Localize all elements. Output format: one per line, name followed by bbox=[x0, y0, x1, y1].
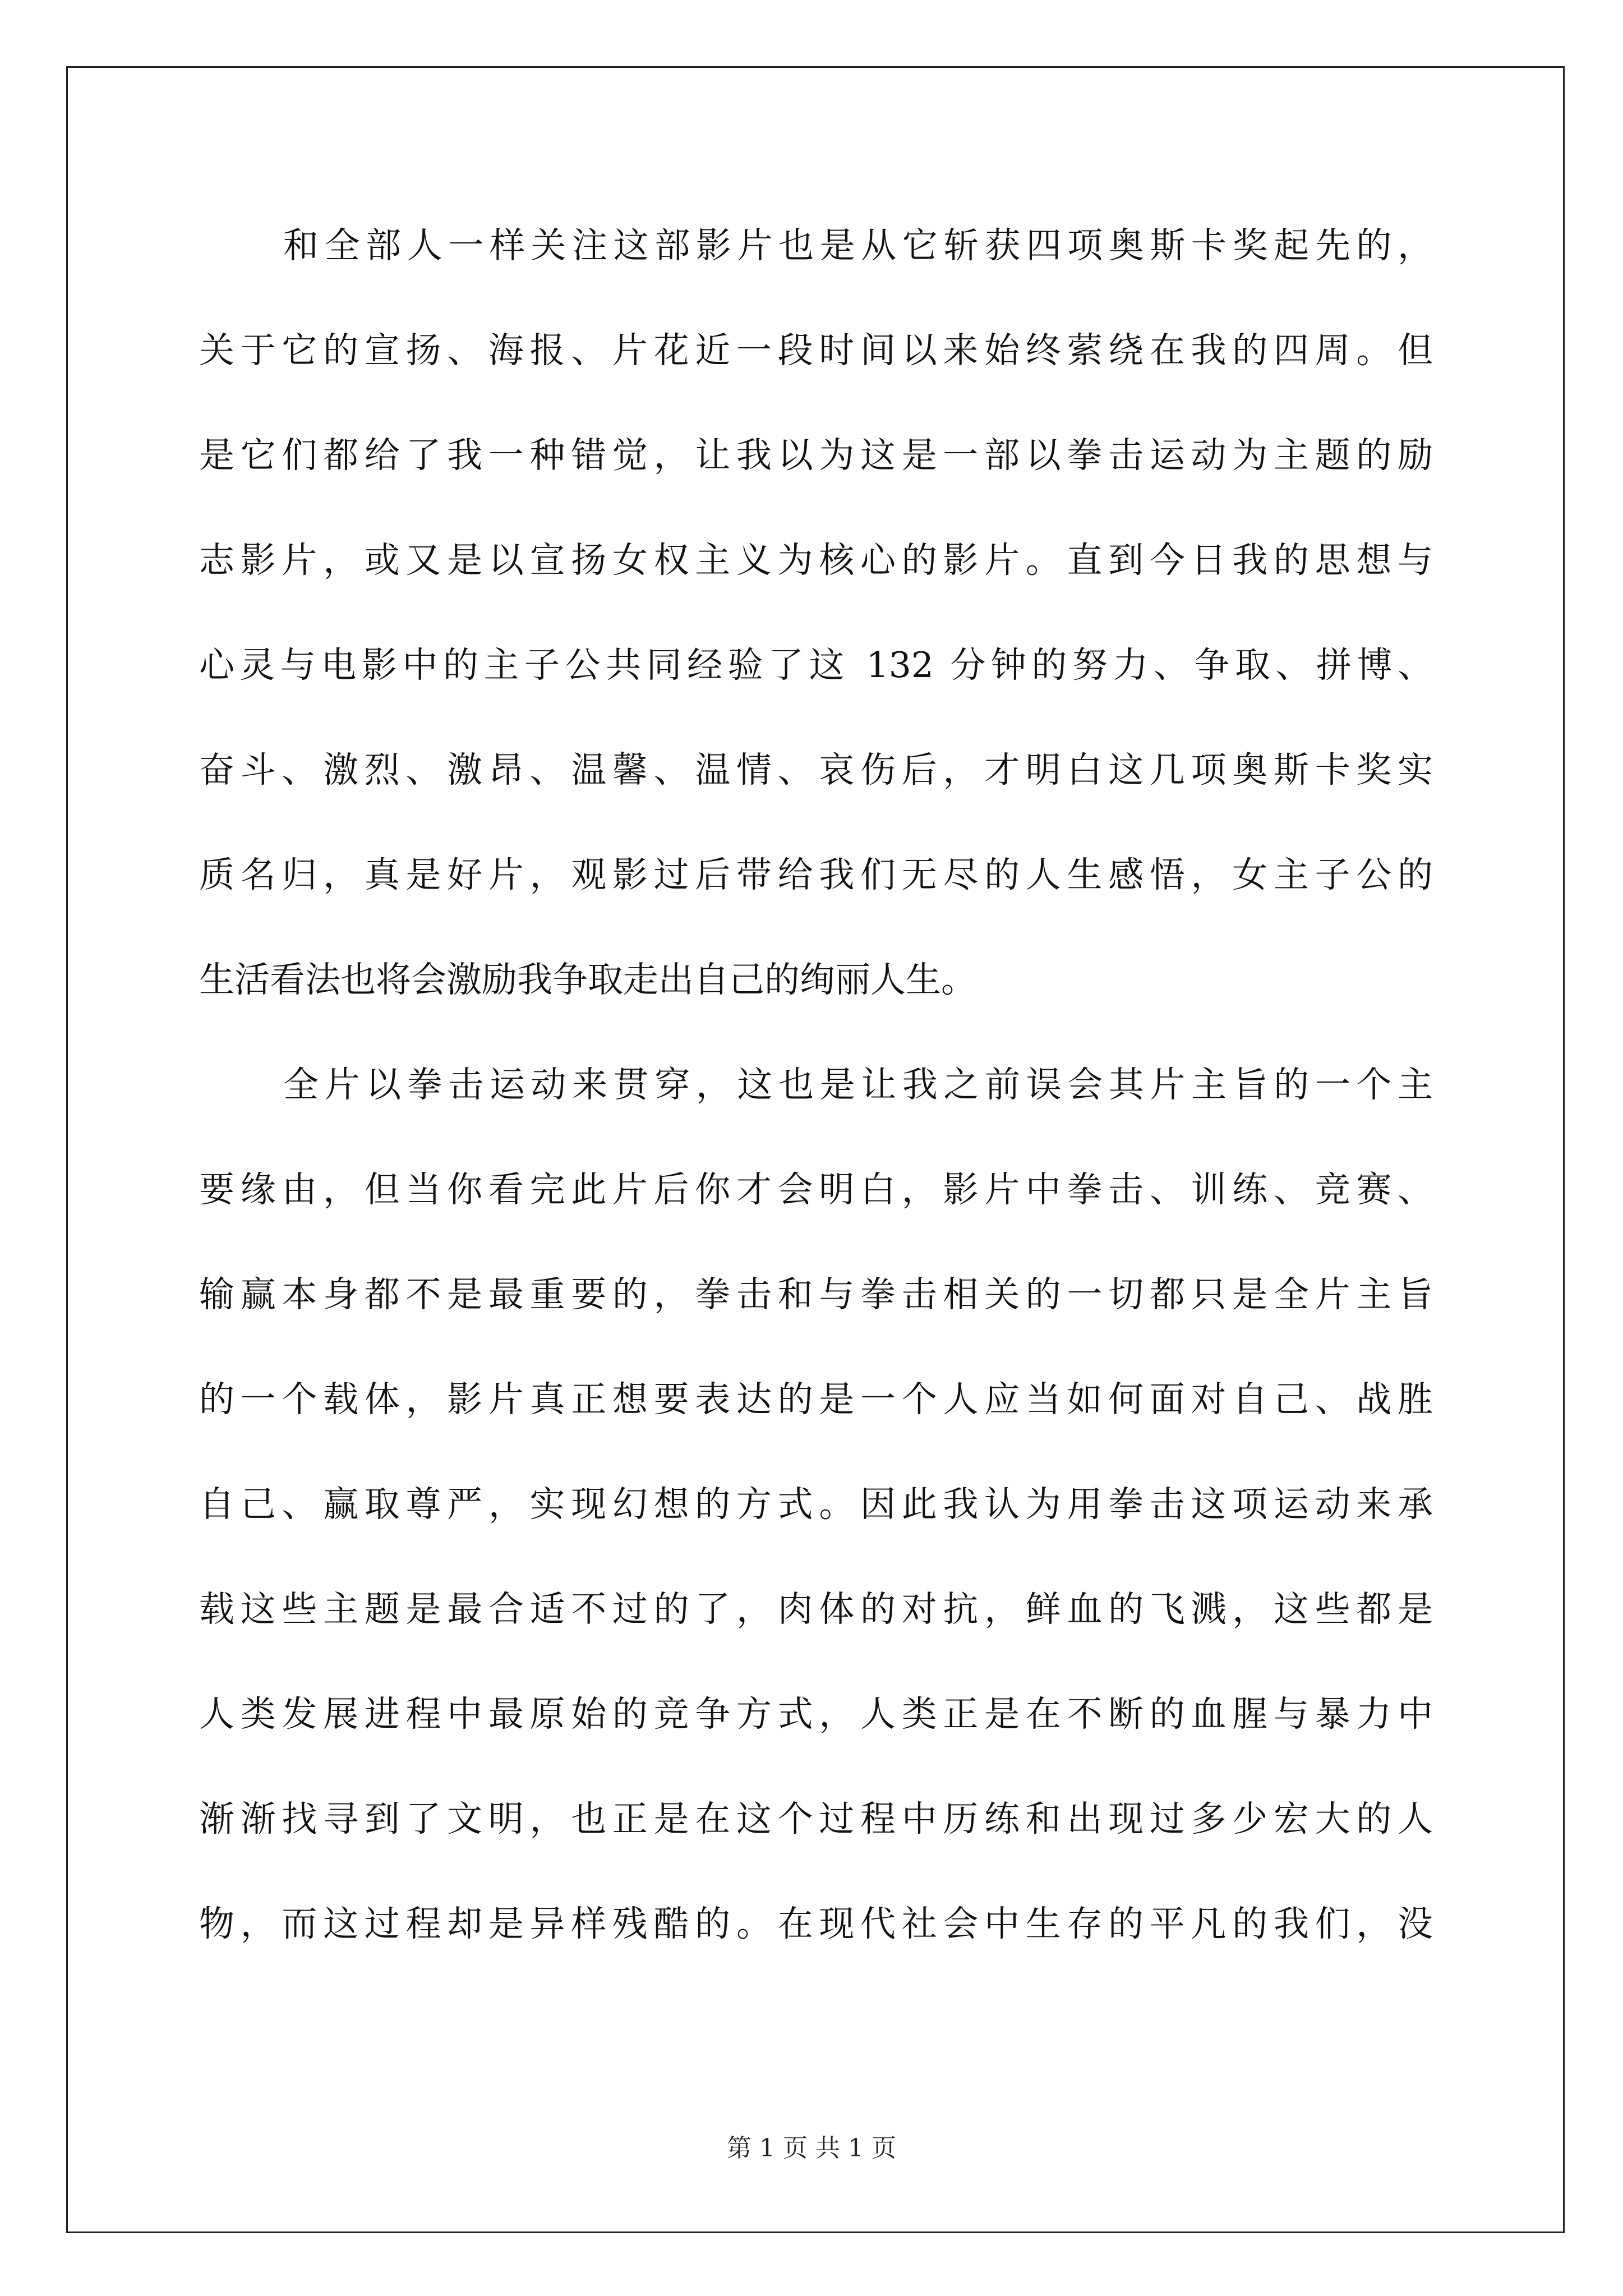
paragraph-2-line-7: 人类发展进程中最原始的竞争方式，人类正是在不断的血腥与暴力中 bbox=[199, 1694, 1433, 1734]
paragraph-1-line-6: 奋斗、激烈、激昂、温馨、温情、哀伤后，才明白这几项奥斯卡奖实 bbox=[199, 749, 1433, 790]
paragraph-2-line-1: 全片以拳击运动来贯穿，这也是让我之前误会其片主旨的一个主 bbox=[283, 1064, 1433, 1105]
paragraph-2-line-3: 输赢本身都不是最重要的，拳击和与拳击相关的一切都只是全片主旨 bbox=[199, 1274, 1433, 1315]
document-body bbox=[199, 206, 1433, 1990]
page-number-label: 第 1 页 共 1 页 bbox=[727, 2134, 896, 2162]
paragraph-2-line-2: 要缘由，但当你看完此片后你才会明白，影片中拳击、训练、竞赛、 bbox=[199, 1169, 1433, 1210]
paragraph-1-line-7: 质名归，真是好片，观影过后带给我们无尽的人生感悟，女主子公的 bbox=[199, 854, 1433, 895]
paragraph-2-line-8: 渐渐找寻到了文明，也正是在这个过程中历练和出现过多少宏大的人 bbox=[199, 1798, 1433, 1839]
paragraph-1-line-3: 是它们都给了我一种错觉，让我以为这是一部以拳击运动为主题的励 bbox=[199, 435, 1433, 476]
paragraph-1-line-2: 关于它的宣扬、海报、片花近一段时间以来始终萦绕在我的四周。但 bbox=[199, 330, 1433, 371]
page-footer bbox=[0, 2132, 1623, 2165]
paragraph-2-line-9: 物，而这过程却是异样残酷的。在现代社会中生存的平凡的我们，没 bbox=[199, 1903, 1433, 1944]
paragraph-1-line-4: 志影片，或又是以宣扬女权主义为核心的影片。直到今日我的思想与 bbox=[199, 540, 1433, 581]
paragraph-2-line-4: 的一个载体，影片真正想要表达的是一个人应当如何面对自己、战胜 bbox=[199, 1379, 1433, 1420]
paragraph-1-line-8: 生活看法也将会激励我争取走出自己的绚丽人生。 bbox=[199, 959, 976, 1000]
paragraph-2-line-5: 自己、赢取尊严，实现幻想的方式。因此我认为用拳击这项运动来承 bbox=[199, 1484, 1433, 1525]
paragraph-1-line-5: 心灵与电影中的主子公共同经验了这 132 分钟的努力、争取、拼博、 bbox=[199, 645, 1433, 685]
paragraph-1-line-1: 和全部人一样关注这部影片也是从它斩获四项奥斯卡奖起先的， bbox=[283, 225, 1433, 266]
paragraph-2-line-6: 载这些主题是最合适不过的了，肉体的对抗，鲜血的飞溅，这些都是 bbox=[199, 1589, 1433, 1630]
